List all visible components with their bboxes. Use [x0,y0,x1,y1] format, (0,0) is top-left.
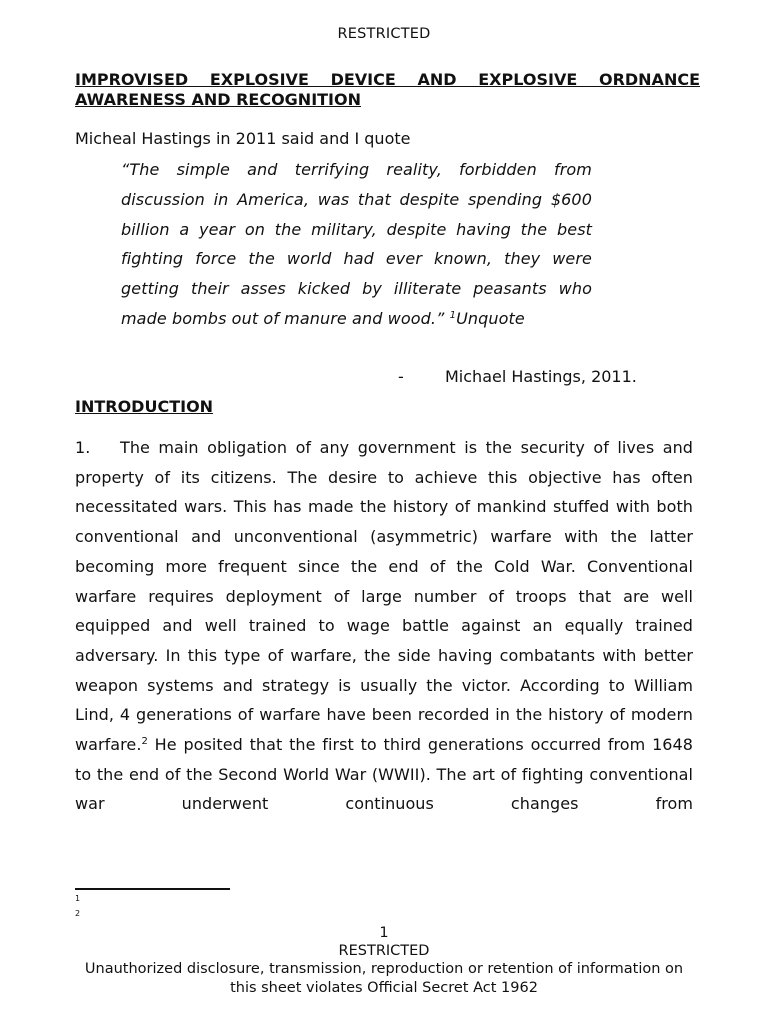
security-warning: Unauthorized disclosure, transmission, reproduction or retention of information on this sheet violates Official Secret Act 1962 [84,961,684,996]
quote-end: Unquote [456,308,525,328]
paragraph-number: 1. [75,438,91,457]
page-number: 1 [379,925,389,941]
footnote-separator [75,888,230,890]
document-title: IMPROVISED EXPLOSIVE DEVICE AND EXPLOSIVE ORDNANCE AWARENESS AND RECOGNITION [75,70,700,109]
section-heading-introduction: INTRODUCTION [75,397,214,416]
footnote-2-marker: 2 [75,909,81,918]
footnote-1-marker: 1 [75,894,81,903]
paragraph-1 [75,433,693,819]
paragraph-text-part1: The main obligation of any government is the security of lives and property of its citizens. The desire to achieve this objective has often necessitated wars. This has made the history of mankind stuffed with both conventional and unconventional (asymmetric) warfare with the latter becoming more frequent since the end of the Cold War. Conventional warfare requires deployment of large number of troops that are well equipped and well trained to wage battle against an equally trained adversary. In this type of warfare, the side having combatants with better weapon systems and strategy is usually the victor. According to William Lind, 4 generations of warfare have been recorded in the history of modern warfare. [75,438,693,755]
block-quote [121,155,592,334]
footnote-ref-2[interactable]: 2 [141,736,148,748]
quote-text: “The simple and terrifying reality, forbidden from discussion in America, was that despite spending $600 billion a year on the military, despite having the best fighting force the world had ever known, they were getting their asses kicked by illiterate peasants who made bombs out of manure and wood.” [121,160,592,328]
footnote-ref-1[interactable]: 1 [449,309,457,321]
classification-footer: RESTRICTED [338,943,430,959]
quote-attribution [398,366,637,388]
classification-header: RESTRICTED [337,26,431,42]
attribution-dash: - [398,367,404,386]
paragraph-text-part2: He posited that the first to third generations occurred from 1648 to the end of the Second World War (WWII). The art of fighting conventional war underwent continuous changes from [75,735,693,814]
attribution-text: Michael Hastings, 2011. [445,367,637,386]
quote-intro: Micheal Hastings in 2011 said and I quote [75,129,411,148]
